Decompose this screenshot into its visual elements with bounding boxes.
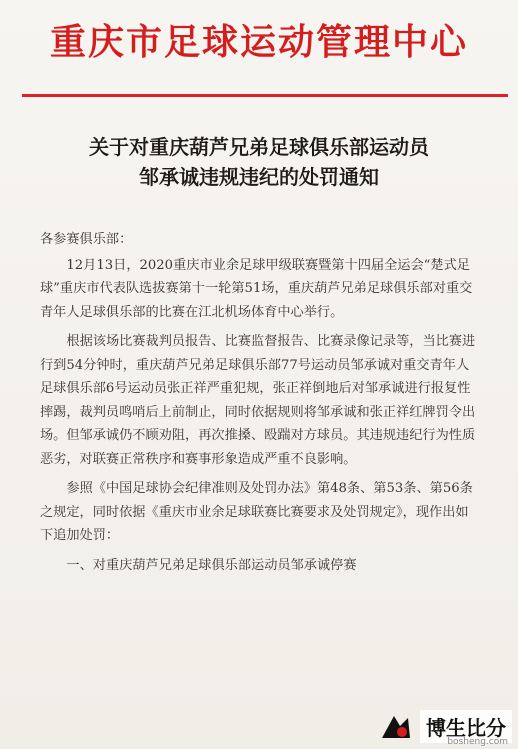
notice-body bbox=[40, 228, 480, 583]
paragraph-4: 一、对重庆葫芦兄弟足球俱乐部运动员邹承诚停赛 bbox=[66, 557, 357, 573]
paragraph-1: 12月13日，2020重庆市业余足球甲级联赛暨第十四届全运会“楚式足球”重庆市代表队选拔赛第十一轮第51场，重庆葫芦兄弟足球俱乐部对重交青年人足球俱乐部的比赛在江北机场体育中心举行。 bbox=[40, 257, 473, 320]
notice-title-line1: 关于对重庆葫芦兄弟足球俱乐部运动员 bbox=[89, 135, 429, 159]
salutation: 各参赛俱乐部： bbox=[40, 232, 133, 247]
notice-title-line2: 邹承诚违规违纪的处罚通知 bbox=[139, 165, 379, 189]
letterhead-title: 重庆市足球运动管理中心 bbox=[49, 21, 468, 63]
notice-title bbox=[0, 132, 518, 192]
letterhead-red-rule bbox=[22, 94, 508, 97]
watermark-logo-icon bbox=[378, 712, 414, 742]
watermark-url: bosheng.com bbox=[447, 737, 508, 747]
paragraph-2: 根据该场比赛裁判员报告、比赛监督报告、比赛录像记录等，当比赛进行到54分钟时，重庆葫芦兄弟足球俱乐部77号运动员邹承诚对重交青年人足球俱乐部6号运动员张正祥严重犯规，张正祥倒地后对邹承诚进行报复性摔踢，裁判员鸣哨后上前制止，同时依据规则将邹承诚和张正祥红牌罚令出场。但邹承诚仍不顾劝阻，再次推搡、殴踹对方球员。其违规违纪行为性质恶劣，对联赛正常秩序和赛事形象造成严重不良影响。 bbox=[40, 334, 476, 467]
watermark-text: 博生比分 bbox=[420, 710, 512, 743]
paragraph-3: 参照《中国足球协会纪律准则及处罚办法》第48条、第53条、第56条之规定，同时依据《重庆市业余足球联赛比赛要求及处罚规定》，现作出如下追加处罚： bbox=[40, 481, 473, 543]
